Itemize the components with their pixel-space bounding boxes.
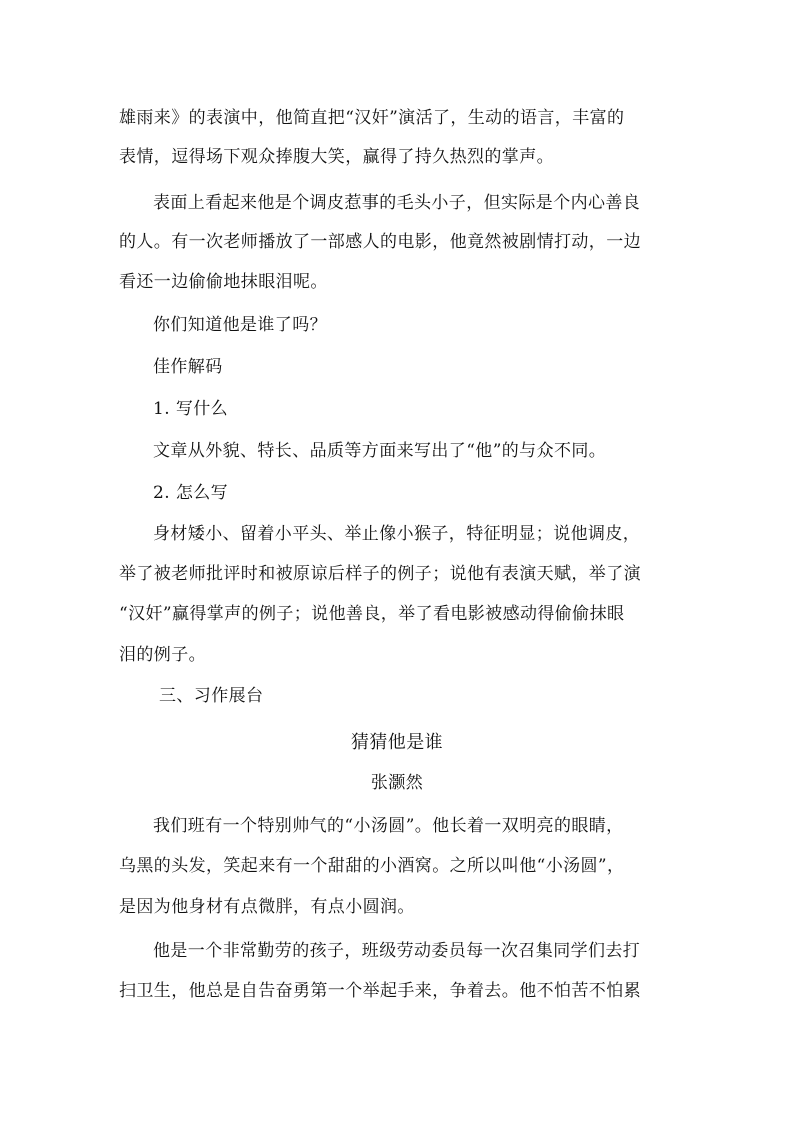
subheading-what: 1. 写什么: [153, 399, 229, 419]
text-line-21: 他是一个非常勤劳的孩子，班级劳动委员每一次召集同学们去打: [153, 941, 641, 961]
text-line-22: 扫卫生，他总是自告奋勇第一个举起手来，争着去。他不怕苦不怕累: [119, 981, 641, 1001]
text-line-14: 泪的例子。: [119, 645, 206, 665]
section-heading-analysis: 佳作解码: [153, 357, 223, 377]
essay-author: 张灏然: [370, 773, 424, 793]
subheading-how: 2. 怎么写: [153, 483, 229, 503]
section-heading-showcase: 三、习作展台: [159, 686, 264, 706]
text-line-13: “汉奸”赢得掌声的例子；说他善良，举了看电影被感动得偷偷抹眼: [119, 604, 625, 624]
text-line-1: 雄雨来》的表演中，他简直把“汉奸”演活了，生动的语言，丰富的: [119, 108, 625, 128]
text-line-3: 表面上看起来他是个调皮惹事的毛头小子，但实际是个内心善良: [153, 193, 641, 213]
text-line-5: 看还一边偷偷地抹眼泪呢。: [119, 272, 328, 292]
text-line-18: 我们班有一个特别帅气的“小汤圆”。他长着一双明亮的眼睛，: [153, 816, 624, 836]
text-line-6: 你们知道他是谁了吗？: [153, 315, 327, 335]
text-line-2: 表情，逗得场下观众捧腹大笑，赢得了持久热烈的掌声。: [119, 147, 554, 167]
text-line-9: 文章从外貌、特长、品质等方面来写出了“他”的与众不同。: [153, 441, 607, 461]
text-line-19: 乌黑的头发，笑起来有一个甜甜的小酒窝。之所以叫他“小汤圆”，: [119, 856, 625, 876]
text-line-20: 是因为他身材有点微胖，有点小圆润。: [119, 897, 415, 917]
text-line-4: 的人。有一次老师播放了一部感人的电影，他竟然被剧情打动，一边: [119, 232, 641, 252]
essay-title: 猜猜他是谁: [351, 732, 443, 753]
text-line-11: 身材矮小、留着小平头、举止像小猴子，特征明显；说他调皮，: [153, 524, 641, 544]
text-line-12: 举了被老师批评时和被原谅后样子的例子；说他有表演天赋，举了演: [119, 564, 641, 584]
